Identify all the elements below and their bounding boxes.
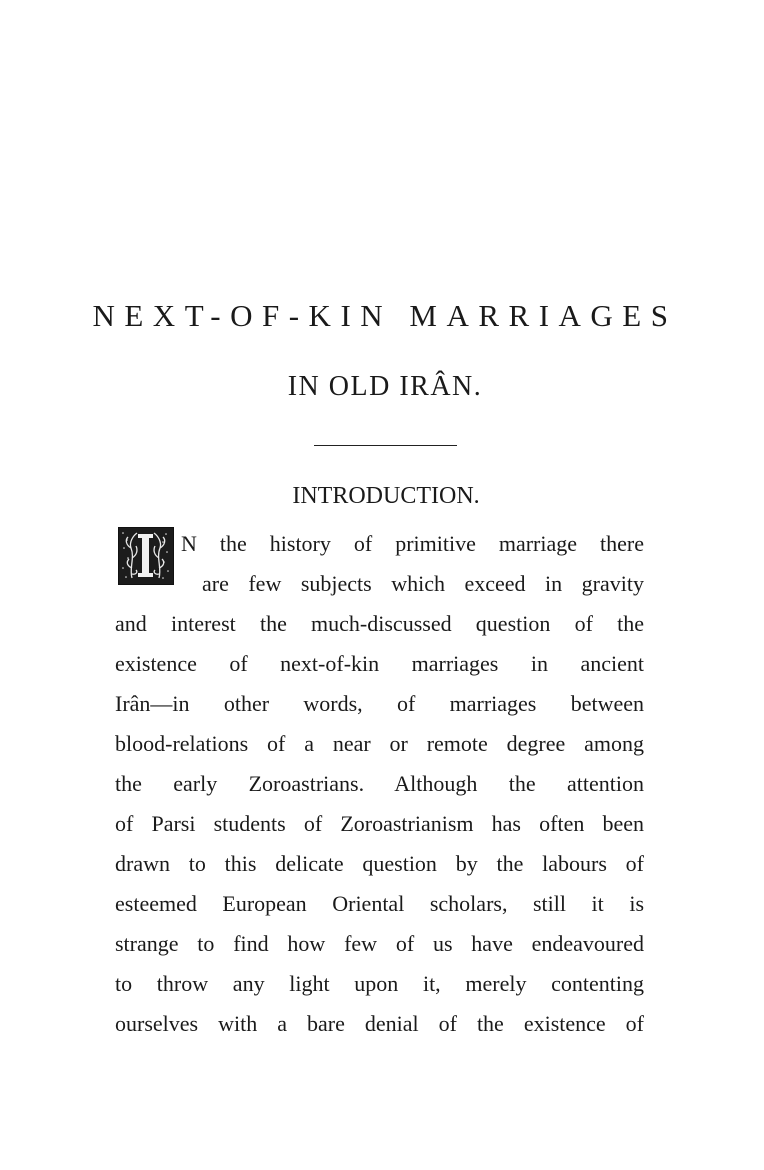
text-line: to throw any light upon it, merely contenting [115,971,644,996]
section-heading: INTRODUCTION. [292,483,480,509]
book-subtitle: IN OLD IRÂN. [287,371,483,402]
text-line: blood-relations of a near or remote degree among [115,731,644,756]
text-line: esteemed European Oriental scholars, still it is [115,891,644,916]
text-line: are few subjects which exceed in gravity [202,571,644,596]
introduction-paragraph [115,524,644,1044]
text-line: N the history of primitive marriage there [181,531,644,556]
text-line: drawn to this delicate question by the labours of [115,851,644,876]
text-line: of Parsi students of Zoroastrianism has often been [115,811,644,836]
text-line: the early Zoroastrians. Although the attention [115,771,644,796]
text-line: and interest the much-discussed question of the [115,611,644,636]
text-line: ourselves with a bare denial of the existence of [115,1011,644,1036]
text-line: strange to find how few of us have endeavoured [115,931,644,956]
text-line: existence of next-of-kin marriages in ancient [115,651,644,676]
divider-rule [314,445,457,446]
book-title: NEXT-OF-KIN MARRIAGES [92,298,678,333]
text-line: Irân—in other words, of marriages between [115,691,644,716]
